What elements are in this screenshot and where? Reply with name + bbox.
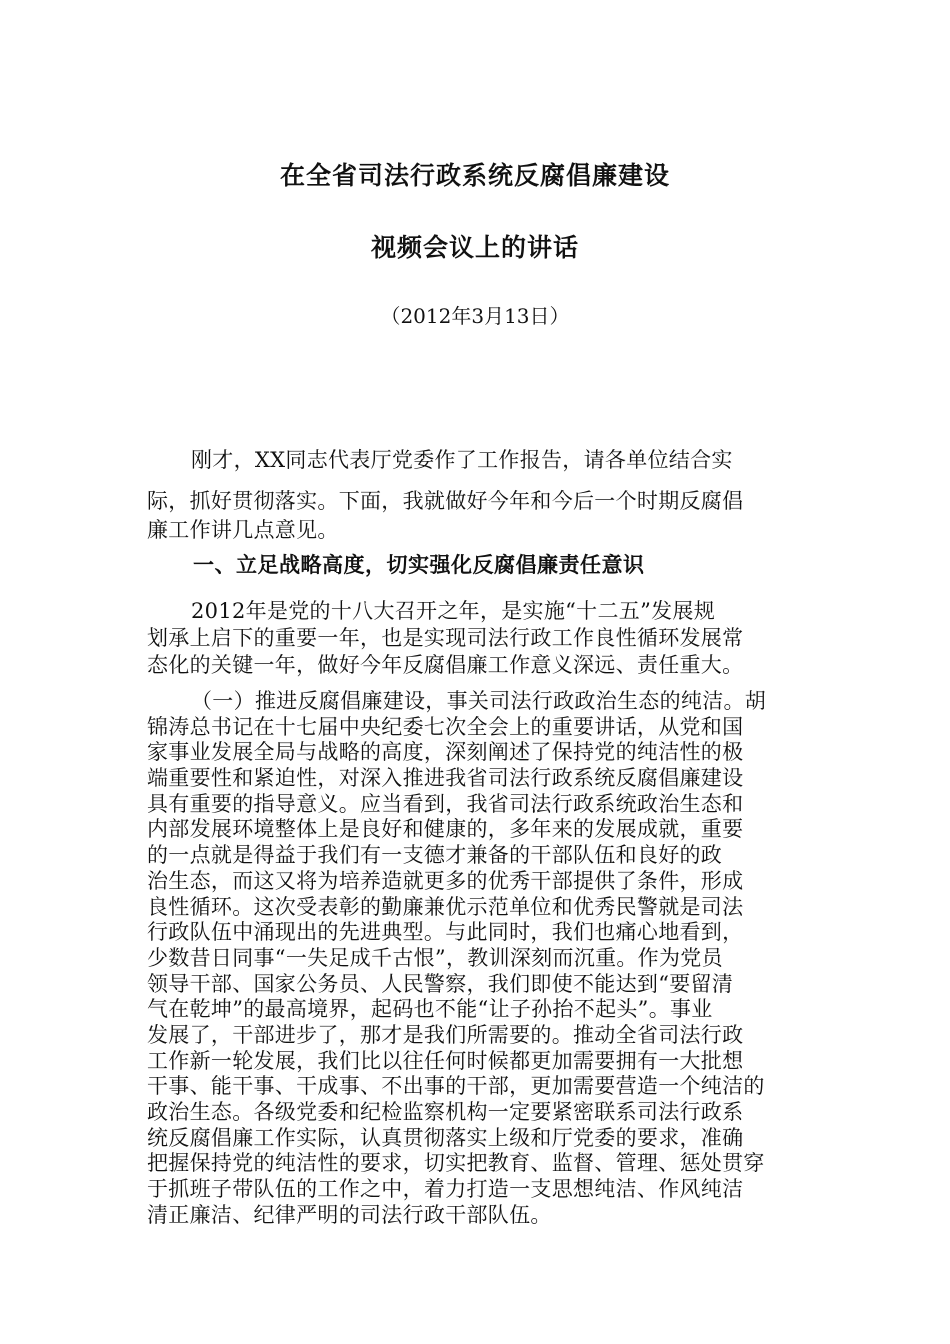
speech-date: （2012年3月13日） <box>380 304 570 328</box>
paragraph-line: 领导干部、国家公务员、人民警察，我们即使不能达到“要留清 <box>147 971 734 996</box>
opening-paragraph <box>147 444 807 543</box>
paragraph-line: 廉工作讲几点意见。 <box>147 518 339 542</box>
paragraph-line: 统反腐倡廉工作实际，认真贯彻落实上级和厅党委的要求，准确 <box>147 1125 744 1150</box>
paragraph-line: 内部发展环境整体上是良好和健康的，多年来的发展成就，重要 <box>147 817 744 842</box>
paragraph-line: 端重要性和紧迫性，对深入推进我省司法行政系统反腐倡廉建设 <box>147 766 744 791</box>
paragraph-line: 家事业发展全局与战略的高度，深刻阐述了保持党的纯洁性的极 <box>147 740 744 765</box>
paragraph-line: 锦涛总书记在十七届中央纪委七次全会上的重要讲话，从党和国 <box>147 714 744 739</box>
paragraph-line: 清正廉洁、纪律严明的司法行政干部队伍。 <box>147 1202 552 1227</box>
paragraph-line: 2012年是党的十八大召开之年，是实施“十二五”发展规 <box>191 599 716 623</box>
paragraph-line: 政治生态。各级党委和纪检监察机构一定要紧密联系司法行政系 <box>147 1100 744 1124</box>
paragraph-line: 治生态，而这又将为培养造就更多的优秀干部提供了条件，形成 <box>147 868 744 893</box>
section-1-intro-paragraph <box>147 598 807 679</box>
paragraph-line: 良性循环。这次受表彰的勤廉兼优示范单位和优秀民警就是司法 <box>147 894 744 919</box>
paragraph-line: 把握保持党的纯洁性的要求，切实把教育、监督、管理、惩处贯穿 <box>147 1151 765 1176</box>
section-heading-1: 一、立足战略高度，切实强化反腐倡廉责任意识 <box>193 553 645 577</box>
paragraph-line: 于抓班子带队伍的工作之中，着力打造一支思想纯洁、作风纯洁 <box>147 1177 744 1202</box>
paragraph-line: 工作新一轮发展，我们比以往任何时候都更加需要拥有一大批想 <box>147 1048 744 1073</box>
paragraph-line: 刚才，XX同志代表厅党委作了工作报告，请各单位结合实 <box>191 448 733 472</box>
paragraph-line: 划承上启下的重要一年，也是实现司法行政工作良性循环发展常 <box>147 626 744 650</box>
paragraph-line: 态化的关键一年，做好今年反腐倡廉工作意义深远、责任重大。 <box>147 653 744 677</box>
paragraph-line: 际，抓好贯彻落实。下面，我就做好今年和今后一个时期反腐倡 <box>147 489 744 513</box>
paragraph-line: 发展了，干部进步了，那才是我们所需要的。推动全省司法行政 <box>147 1022 744 1047</box>
paragraph-line: 行政队伍中涌现出的先进典型。与此同时，我们也痛心地看到， <box>147 920 744 945</box>
subsection-1-paragraph <box>147 689 807 1228</box>
document-title-line1: 在全省司法行政系统反腐倡廉建设 <box>279 161 670 190</box>
paragraph-line: 具有重要的指导意义。应当看到，我省司法行政系统政治生态和 <box>147 791 744 816</box>
document-title-line2: 视频会议上的讲话 <box>370 233 579 262</box>
paragraph-line: （一）推进反腐倡廉建设，事关司法行政政治生态的纯洁。胡 <box>191 689 767 713</box>
paragraph-line: 少数昔日同事“一失足成千古恨”，教训深刻而沉重。作为党员 <box>147 945 723 970</box>
paragraph-line: 的一点就是得益于我们有一支德才兼备的干部队伍和良好的政 <box>147 843 723 868</box>
paragraph-line: 气在乾坤”的最高境界，起码也不能“让子孙抬不起头”。事业 <box>147 997 713 1022</box>
paragraph-line: 干事、能干事、干成事、不出事的干部，更加需要营造一个纯洁的 <box>147 1074 765 1099</box>
